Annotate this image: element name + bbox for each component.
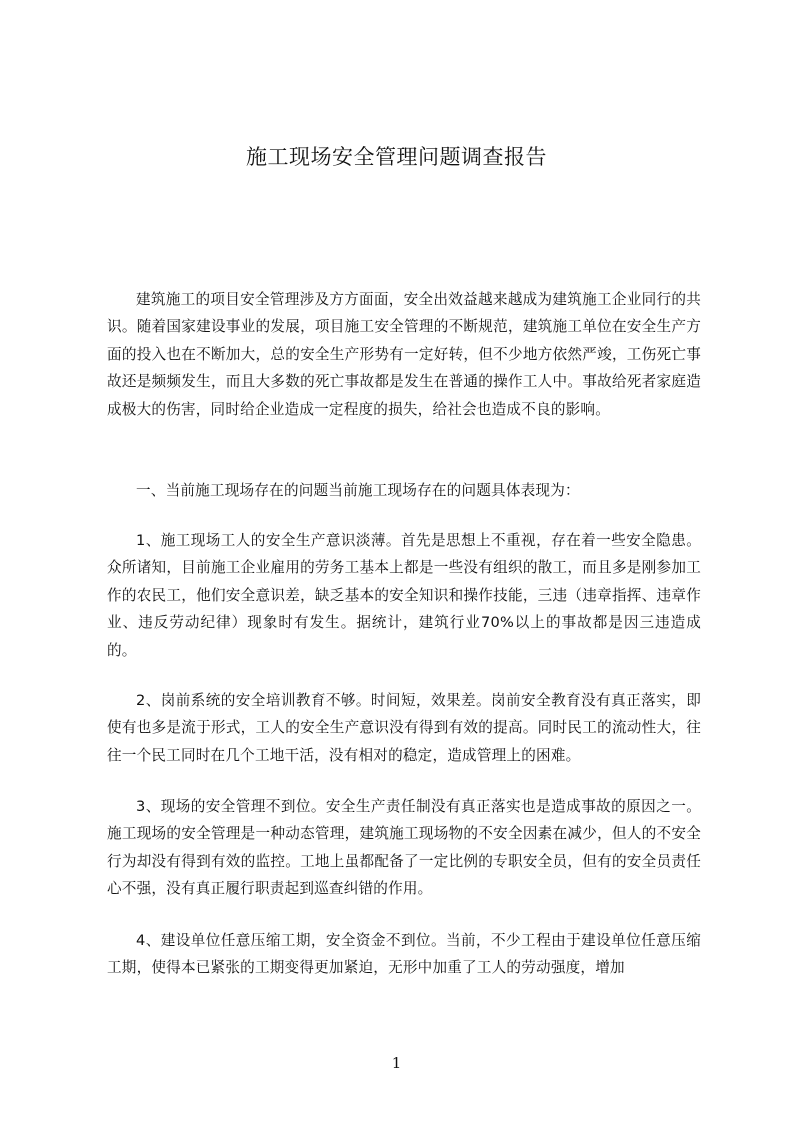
- page-number: 1: [391, 1054, 402, 1072]
- point-paragraph-4: 4、建设单位任意压缩工期，安全资金不到位。当前，不少工程由于建设单位任意压缩工期，使得本已紧张的工期变得更加紧迫，无形中加重了工人的劳动强度，增加: [107, 932, 701, 977]
- point-paragraph-2: 2、岗前系统的安全培训教育不够。时间短，效果差。岗前安全教育没有真正落实，即使有也多是流于形式，工人的安全生产意识没有得到有效的提高。同时民工的流动性大，往往一个民工同时在几个工地干活，没有相对的稳定，造成管理上的困难。: [107, 692, 701, 764]
- section-heading: 一、当前施工现场存在的问题当前施工现场存在的问题具体表现为：: [136, 482, 580, 499]
- intro-paragraph: 建筑施工的项目安全管理涉及方方面面，安全出效益越来越成为建筑施工企业同行的共识。随着国家建设事业的发展，项目施工安全管理的不断规范，建筑施工单位在安全生产方面的投入也在不断加大，总的安全生产形势有一定好转，但不少地方依然严竣，工伤死亡事故还是频频发生，而且大多数的死亡事故都是发生在普通的操作工人中。事故给死者家庭造成极大的伤害，同时给企业造成一定程度的损失，给社会也造成不良的影响。: [107, 291, 701, 418]
- document-title: 施工现场安全管理问题调查报告: [246, 145, 547, 169]
- point-paragraph-1: 1、施工现场工人的安全生产意识淡薄。首先是思想上不重视，存在着一些安全隐患。众所诸知，目前施工企业雇用的劳务工基本上都是一些没有组织的散工，而且多是刚参加工作的农民工，他们安全意识差，缺乏基本的安全知识和操作技能，三违（违章指挥、违章作业、违反劳动纪律）现象时有发生。据统计，建筑行业70%以上的事故都是因三违造成的。: [107, 532, 701, 659]
- point-paragraph-3: 3、现场的安全管理不到位。安全生产责任制没有真正落实也是造成事故的原因之一。施工现场的安全管理是一种动态管理，建筑施工现场物的不安全因素在减少，但人的不安全行为却没有得到有效的监控。工地上虽都配备了一定比例的专职安全员，但有的安全员责任心不强，没有真正履行职责起到巡查纠错的作用。: [107, 798, 701, 898]
